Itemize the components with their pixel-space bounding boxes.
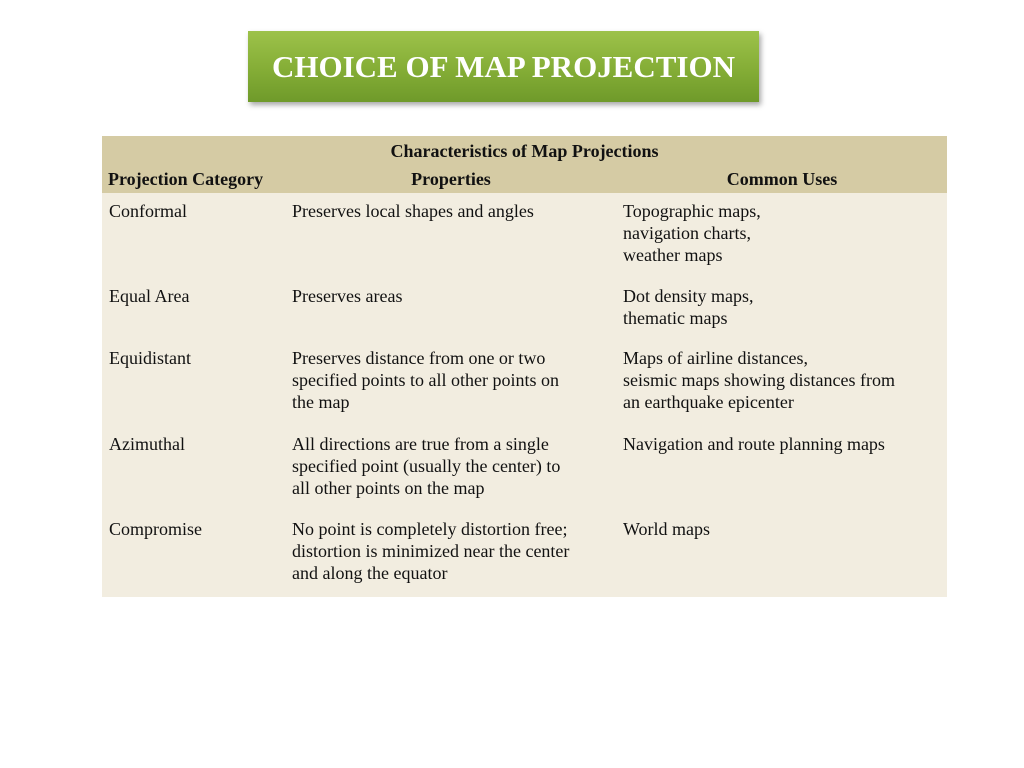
projection-table <box>102 136 947 597</box>
cell-properties: Preserves distance from one or two specified points to all other points on the map <box>292 348 559 412</box>
cell-category: Compromise <box>109 519 202 539</box>
cell-uses: Topographic maps, navigation charts, weather maps <box>623 201 761 265</box>
cell-uses: Maps of airline distances, seismic maps showing distances from an earthquake epicenter <box>623 348 895 412</box>
cell-uses: World maps <box>623 519 711 539</box>
cell-category: Equidistant <box>109 348 191 368</box>
table-header <box>102 136 947 193</box>
cell-properties: No point is completely distortion free; distortion is minimized near the center and along the equator <box>292 519 570 583</box>
cell-properties: Preserves local shapes and angles <box>292 201 534 221</box>
cell-uses: Dot density maps, thematic maps <box>623 286 754 328</box>
column-header-uses: Common Uses <box>726 169 838 189</box>
column-header-category: Projection Category <box>108 169 264 189</box>
cell-category: Equal Area <box>109 286 190 306</box>
cell-category: Conformal <box>109 201 187 221</box>
cell-uses: Navigation and route planning maps <box>623 434 885 454</box>
cell-category: Azimuthal <box>109 434 185 454</box>
page-title: CHOICE OF MAP PROJECTION <box>271 48 735 84</box>
column-header-properties: Properties <box>411 169 491 189</box>
cell-properties: Preserves areas <box>292 286 403 306</box>
title-banner <box>248 31 759 102</box>
cell-properties: All directions are true from a single specified point (usually the center) to all other points on the map <box>292 434 561 498</box>
table-caption: Characteristics of Map Projections <box>390 141 659 161</box>
